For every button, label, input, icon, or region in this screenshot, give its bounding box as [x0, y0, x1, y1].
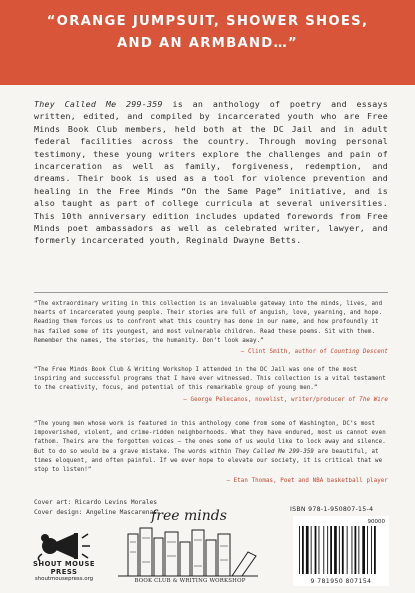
free-minds-logo: [108, 508, 268, 588]
barcode-bar: [323, 526, 324, 574]
blurb-3: [34, 420, 388, 486]
cover-art-credit: Cover art: Ricardo Levins Morales: [34, 499, 157, 506]
publisher-name: SHOUT MOUSE PRESS: [33, 560, 95, 576]
barcode-bar: [371, 526, 372, 574]
barcode-bar: [342, 526, 344, 574]
blurb-1: [34, 300, 388, 357]
barcode-bar: [358, 526, 359, 574]
cover-design-credit: Cover design: Angeline Mascarenas: [34, 509, 157, 516]
blurb-text: “The Free Minds Book Club & Writing Workshop I attended in the DC Jail was one of the most inspiring and successful programs that I have ever witnessed. This collection is a vital testament to the creativity, focus, and potential of this remarkable group of young men.”: [34, 367, 386, 392]
blurb-text: “The extraordinary writing in this collection is an invaluable gateway into the minds, lives, and hearts of incarcerated young people. Their stories are full of anguish, love, yearning, and hope. Reading them forces us to confront what this country has done in our name, and how profoundly it has failed some of its youngest, and most vulnerable children. Read these poems. Sit with them. Remember the names, the stories, the humanity. Don’t look away.”: [34, 301, 383, 344]
barcode-bar: [311, 526, 312, 574]
barcode-bar: [339, 526, 340, 574]
blurb-2: [34, 366, 388, 405]
barcode-bar: [355, 526, 357, 574]
barcode-bar: [367, 526, 368, 574]
blurb-attribution: — Clint Smith, author of Counting Descent: [240, 349, 388, 356]
barcode-bar: [299, 526, 300, 574]
book-title: They Called Me 299-359: [34, 99, 163, 109]
book-description: [34, 98, 388, 247]
barcode-bar: [334, 526, 337, 574]
megaphone-mouse-icon: [30, 528, 98, 562]
headline-banner: [0, 0, 415, 85]
barcode-bar: [319, 526, 320, 574]
barcode-bars: [293, 516, 389, 586]
barcode-bar: [352, 526, 353, 574]
description-text: is an anthology of poetry and essays written, edited, and compiled by incarcerated youth who are Free Minds Book Club members, held both at the DC Jail and in adult federal facilities across the country. Through moving personal testimony, these young writers explore the challenges and pain of incarceration as well as family, forgiveness, redemption, and dreams. Their book is used as a tool for violence prevention and healing in the Free Minds “On the Same Page” initiative, and is also taught as part of college curricula at several universities. This 10th anniversary edition includes updated forewords from Free Minds poet ambassadors as well as celebrated writer, lawyer, and formerly incarcerated youth, Reginald Dwayne Betts.: [34, 99, 388, 246]
divider: [34, 292, 388, 293]
barcode-bar: [362, 526, 365, 574]
barcode-bar: [330, 526, 332, 574]
barcode-digits: 9 781950 807154: [310, 578, 372, 585]
shout-mouse-press-logo: [30, 528, 98, 580]
barcode: [293, 516, 389, 586]
barcode-bar: [347, 526, 348, 574]
barcode-bar: [327, 526, 328, 574]
free-minds-tagline: BOOK CLUB & WRITING WORKSHOP: [134, 578, 246, 584]
headline: [0, 11, 415, 55]
blurb-attribution: — Etan Thomas, Poet and NBA basketball player: [226, 478, 388, 485]
headline-line-2: AND AN ARMBAND…”: [117, 36, 298, 51]
publisher-url: shoutmousepress.org: [34, 576, 94, 582]
blurb-text: “The young men whose work is featured in this anthology come from some of Washington, DC’s most impoverished, violent, and crime-ridden neighborhoods. What they have endured, most us cannot even fathom. Theirs are the forgotten voices — the ones some of us would like to lock away and silence. But to do so would be a grave mistake. The words within They Called Me 299-359 are beautiful, at times eloquent, and often painful. If we ever hope to elevate our society, it is critical that we stop to listen!”: [34, 421, 386, 474]
blurb-attribution: — George Pelecanos, novelist, writer/producer of The Wire: [183, 396, 388, 403]
books-icon: [108, 522, 268, 578]
barcode-bar: [374, 526, 376, 574]
barcode-bar: [306, 526, 309, 574]
price-code: 90000: [367, 519, 385, 525]
barcode-bar: [315, 526, 317, 574]
barcode-bar: [302, 526, 304, 574]
free-minds-wordmark: free minds: [151, 508, 227, 524]
isbn: ISBN 978-1-950807-15-4: [290, 506, 374, 513]
headline-line-1: “ORANGE JUMPSUIT, SHOWER SHOES,: [46, 14, 369, 29]
isbn-barcode-block: [290, 506, 390, 586]
